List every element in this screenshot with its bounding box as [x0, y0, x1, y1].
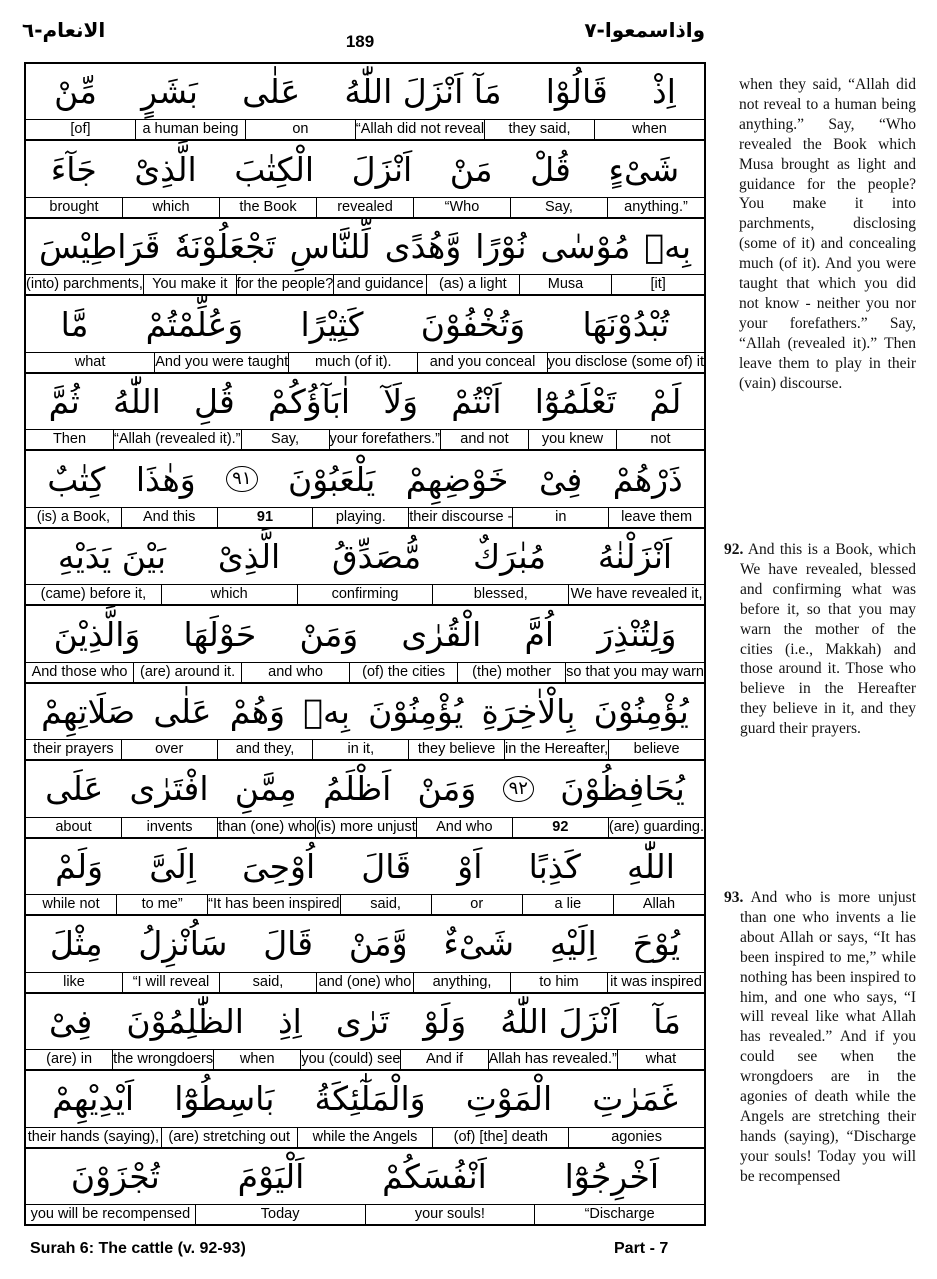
word-gloss: (as) a light: [426, 275, 519, 294]
word-gloss: and they,: [217, 740, 313, 759]
word-gloss: “Who: [413, 198, 510, 217]
verse-number-93: 93.: [724, 889, 744, 906]
arabic-word: وَلِتُنْذِرَ: [597, 614, 677, 654]
arabic-word: اَخْرِجُوْٓا: [564, 1156, 660, 1196]
arabic-word: شَیْءٍ: [608, 149, 680, 189]
word-gloss: not: [616, 430, 704, 449]
arabic-line: [26, 1071, 704, 1126]
word-gloss: when: [213, 1050, 300, 1069]
word-gloss: [of]: [70, 121, 91, 138]
word-gloss: (are) in: [46, 1051, 93, 1068]
arabic-word: یُحَافِظُوْنَ: [560, 769, 685, 809]
word-gloss: while the Angels: [297, 1128, 433, 1147]
verse-row: [26, 916, 704, 993]
arabic-word: وَمَنْ: [299, 614, 359, 654]
arabic-line: [26, 296, 704, 351]
arabic-word: لِّلنَّاسِ: [289, 227, 371, 267]
arabic-word: اَنْزَلَ: [351, 149, 413, 189]
word-gloss: in: [512, 508, 608, 527]
word-gloss: their prayers: [33, 741, 114, 758]
arabic-word: ذَرْهُمْ: [612, 459, 683, 499]
gloss-line: [26, 1127, 704, 1147]
word-gloss: for the people?: [236, 276, 334, 293]
word-gloss: and (one) who: [316, 973, 413, 992]
arabic-word: وَالْمَلٰٓئِكَةُ: [314, 1079, 426, 1119]
verse-number-gloss: 92: [512, 818, 608, 837]
arabic-word: اُوْحِیَ: [242, 846, 316, 886]
arabic-word: كِتٰبٌ: [47, 459, 106, 499]
gloss-line: [26, 1049, 704, 1069]
translation-v91: [724, 75, 916, 394]
arabic-word: كَذِبًا: [528, 846, 581, 886]
arabic-line: [26, 606, 704, 661]
arabic-word: یُؤْمِنُوْنَ: [368, 691, 464, 731]
arabic-word: مَنْ: [449, 149, 493, 189]
word-gloss: (is) a Book,: [36, 508, 111, 525]
word-gloss: Allah has revealed.”: [488, 1051, 617, 1068]
arabic-word: الَّذِیْ: [134, 149, 197, 189]
arabic-word: لَمْ: [649, 382, 682, 422]
arabic-word: اَنْزَلْنٰهُ: [597, 537, 673, 577]
arabic-word: فِیْ: [538, 459, 583, 499]
word-gloss: And if: [400, 1050, 487, 1069]
word-gloss: and you conceal: [417, 353, 546, 372]
arabic-word: الْكِتٰبَ: [234, 149, 315, 189]
word-gloss: over: [121, 740, 217, 759]
arabic-word: اَلْیَوْمَ: [237, 1156, 305, 1196]
word-gloss: you disclose (some of) it: [547, 353, 704, 370]
arabic-word: اَظْلَمُ: [322, 769, 392, 809]
arabic-line: [26, 761, 704, 816]
word-gloss: “It has been inspired: [208, 896, 340, 913]
arabic-line: [26, 1149, 704, 1204]
word-gloss: it was inspired: [607, 973, 704, 992]
arabic-word: تَعْلَمُوْٓا: [534, 382, 617, 422]
arabic-word: قُلِ: [194, 382, 235, 422]
arabic-word: مَآ: [653, 1001, 681, 1041]
arabic-word: كَثِیْرًا: [300, 304, 364, 344]
gloss-line: [26, 894, 704, 914]
arabic-word: اَنْفُسَكُمْ: [382, 1156, 487, 1196]
arabic-word: اِلَیْهِ: [549, 924, 597, 964]
gloss-line: [26, 662, 704, 682]
arabic-word: بِهٖ: [303, 691, 350, 731]
arabic-word: عَلٰى: [153, 691, 212, 731]
word-gloss: and guidance: [333, 275, 426, 294]
gloss-line: [26, 119, 704, 139]
verse-row: [26, 219, 704, 296]
arabic-word: اَوْ: [457, 846, 483, 886]
word-gloss: your souls!: [365, 1205, 535, 1224]
word-gloss: anything,: [413, 973, 510, 992]
arabic-word: اللّٰهِ: [627, 846, 675, 886]
arabic-word: مُبٰرَكٌ: [472, 537, 547, 577]
word-gloss: or: [431, 895, 522, 914]
word-gloss: and not: [440, 430, 528, 449]
verse-row: [26, 994, 704, 1071]
word-gloss: Allah: [613, 895, 704, 914]
word-gloss: much (of it).: [288, 353, 417, 372]
arabic-line: [26, 994, 704, 1049]
word-gloss: you will be recompensed: [30, 1206, 191, 1223]
arabic-line: [26, 916, 704, 971]
verse-row: [26, 529, 704, 606]
word-gloss: Say,: [241, 430, 329, 449]
arabic-word: اُمَّ: [524, 614, 555, 654]
word-gloss: which: [161, 585, 297, 604]
word-gloss: (into) parchments,: [26, 276, 143, 293]
arabic-word: وَالَّذِیْنَ: [53, 614, 141, 654]
word-gloss: (of) [the] death: [432, 1128, 568, 1147]
verse-end-marker: ٩١: [226, 466, 257, 492]
arabic-word: مِّنْ: [54, 72, 97, 112]
word-gloss: a lie: [522, 895, 613, 914]
arabic-word: وَّمَنْ: [348, 924, 408, 964]
arabic-word: الْمَوْتِ: [465, 1079, 553, 1119]
arabic-word: سَاُنْزِلُ: [138, 924, 228, 964]
arabic-word: تُجْزَوْنَ: [70, 1156, 160, 1196]
verse-row: [26, 64, 704, 141]
word-gloss: you (could) see: [301, 1051, 401, 1068]
arabic-word: الَّذِیْ: [217, 537, 281, 577]
verse-number-gloss: 91: [217, 508, 313, 527]
word-gloss: blessed,: [432, 585, 568, 604]
word-gloss: to me”: [116, 895, 207, 914]
arabic-word: اِذِ: [277, 1001, 302, 1041]
arabic-line: [26, 219, 704, 274]
arabic-word: نُوْرًا: [475, 227, 527, 267]
word-gloss: (came) before it,: [40, 586, 147, 603]
arabic-word: یَلْعَبُوْنَ: [288, 459, 376, 499]
word-gloss: “Discharge: [534, 1205, 704, 1224]
arabic-word: وَلَوْ: [423, 1001, 467, 1041]
word-gloss: “Allah (revealed it).”: [114, 431, 241, 448]
verse-row: [26, 296, 704, 373]
word-gloss: And you were taught: [155, 353, 289, 370]
arabic-word: قَالُوْا: [545, 72, 608, 112]
word-gloss: anything.”: [607, 198, 704, 217]
word-gloss: which: [122, 198, 219, 217]
word-gloss: (is) more unjust: [315, 818, 416, 835]
arabic-word: وَتُخْفُوْنَ: [420, 304, 526, 344]
arabic-word: مُوْسٰى: [540, 227, 631, 267]
arabic-word: الظّٰلِمُوْنَ: [126, 1001, 244, 1041]
arabic-word: صَلَاتِهِمْ: [41, 691, 136, 731]
word-gloss: their hands (saying),: [27, 1128, 160, 1145]
word-gloss: you knew: [528, 430, 616, 449]
arabic-word: اِلَیَّ: [149, 846, 196, 886]
arabic-word: یُوْحَ: [632, 924, 681, 964]
word-gloss: You make it: [143, 275, 236, 294]
arabic-word: خَوْضِهِمْ: [405, 459, 509, 499]
arabic-word: شَیْءٌ: [443, 924, 515, 964]
verse-row: [26, 1149, 704, 1224]
word-gloss: confirming: [297, 585, 433, 604]
translation-v92: [724, 540, 916, 739]
word-gloss: their discourse -: [409, 508, 513, 525]
arabic-word: بِهٖ: [644, 227, 692, 267]
arabic-word: فِیْ: [49, 1001, 93, 1041]
arabic-word: بِالْاٰخِرَةِ: [481, 691, 576, 731]
gloss-line: [26, 507, 704, 527]
word-gloss: We have revealed it,: [568, 585, 704, 604]
word-gloss: than (one) who: [218, 818, 315, 835]
word-gloss: on: [245, 120, 355, 139]
word-gloss: they believe: [408, 740, 504, 759]
gloss-line: [26, 429, 704, 449]
arabic-word: قَرَاطِیْسَ: [38, 227, 161, 267]
arabic-word: حَوْلَهَا: [183, 614, 257, 654]
verse-row: [26, 684, 704, 761]
arabic-line: [26, 529, 704, 584]
word-gloss: the wrongdoers: [113, 1051, 214, 1068]
arabic-word: اٰبَآؤُكُمْ: [268, 382, 351, 422]
arabic-line: [26, 839, 704, 894]
verse-row: [26, 839, 704, 916]
word-gloss: Then: [52, 431, 87, 448]
footer-surah: Surah 6: The cattle (v. 92-93): [30, 1240, 246, 1257]
word-gloss: (are) around it.: [133, 663, 241, 682]
arabic-word: قَالَ: [361, 846, 412, 886]
word-gloss: in it,: [312, 740, 408, 759]
word-gloss: a human being: [135, 120, 245, 139]
arabic-word: تَجْعَلُوْنَهٗ: [174, 227, 276, 267]
word-gloss: your forefathers.”: [329, 431, 440, 448]
translation-v93: [724, 888, 916, 1187]
word-gloss: what: [74, 353, 106, 370]
word-gloss: And those who: [31, 663, 128, 680]
arabic-word: وَهٰذَا: [135, 459, 196, 499]
arabic-word: مَآ اَنْزَلَ اللّٰهُ: [344, 72, 502, 112]
word-gloss: like: [63, 973, 85, 990]
arabic-word: بَشَرٍ: [141, 72, 198, 112]
word-gloss: when: [594, 120, 704, 139]
gloss-line: [26, 352, 704, 372]
word-gloss: And this: [121, 508, 217, 527]
arabic-word: اللّٰهُ: [112, 382, 161, 422]
word-gloss: so that you may warn: [566, 663, 704, 680]
arabic-word: ثُمَّ: [48, 382, 80, 422]
arabic-line: [26, 141, 704, 196]
arabic-word: عَلَى: [45, 769, 104, 809]
word-gloss: revealed: [316, 198, 413, 217]
arabic-word: مِمَّنِ: [234, 769, 297, 809]
arabic-word: افْتَرٰى: [129, 769, 209, 809]
verse-end-marker: ٩٢: [503, 776, 534, 802]
word-gloss: And who: [416, 818, 512, 837]
arabic-line: [26, 684, 704, 739]
arabic-word: یُؤْمِنُوْنَ: [593, 691, 689, 731]
arabic-word: مُّصَدِّقُ: [331, 537, 422, 577]
arabic-word: بَاسِطُوْٓا: [174, 1079, 275, 1119]
word-gloss: Today: [195, 1205, 365, 1224]
verse-row: [26, 141, 704, 218]
word-gloss: while not: [42, 896, 100, 913]
word-gloss: and who: [241, 663, 349, 682]
word-gloss: (are) guarding.: [608, 818, 704, 835]
word-gloss: agonies: [568, 1128, 704, 1147]
arabic-word: اَنْتُمْ: [451, 382, 502, 422]
arabic-word: جَآءَ: [50, 149, 97, 189]
arabic-word: بَیْنَ یَدَیْهِ: [57, 537, 167, 577]
footer-part: Part - 7: [614, 1240, 669, 1257]
arabic-word: الْقُرٰى: [401, 614, 482, 654]
word-gloss: invents: [121, 818, 217, 837]
word-gloss: playing.: [312, 508, 408, 527]
verse-row: [26, 451, 704, 528]
arabic-word: قُلْ: [530, 149, 571, 189]
word-gloss: said,: [219, 973, 316, 992]
page-number: 189: [345, 32, 375, 51]
arabic-word: وَلَآ: [383, 382, 419, 422]
arabic-word: تُبْدُوْنَهَا: [582, 304, 670, 344]
word-gloss: Musa: [519, 275, 612, 294]
arabic-word: غَمَرٰتِ: [592, 1079, 678, 1119]
gloss-line: [26, 197, 704, 217]
word-gloss: brought: [49, 198, 99, 215]
juz-name-arabic: واذاسمعوا-٧: [584, 18, 705, 42]
arabic-word: وَمَنْ: [417, 769, 477, 809]
gloss-line: [26, 817, 704, 837]
arabic-word: قَالَ: [263, 924, 314, 964]
word-gloss: Say,: [510, 198, 607, 217]
verse-row: [26, 761, 704, 838]
word-gloss: “Allah did not reveal: [355, 121, 485, 138]
arabic-line: [26, 64, 704, 119]
word-gloss: about: [55, 818, 92, 835]
word-gloss: to him: [510, 973, 607, 992]
word-gloss: believe: [608, 740, 704, 759]
verse-number-92: 92.: [724, 541, 744, 558]
gloss-line: [26, 584, 704, 604]
arabic-word: وَّهُدًى: [384, 227, 462, 267]
surah-name-arabic: الانعام-٦: [22, 18, 106, 42]
gloss-line: [26, 739, 704, 759]
translation-v91-text: when they said, “Allah did not reveal to a human being anything.” Say, “Who revealed the Book which Musa brought as light and guidance for the people? You make it into parchments, disclosing (some of it) and concealing much (of it). And you were taught that which you did not know - neither you nor your forefathers.” Say, “Allah (revealed it).” Then leave them to play in their (vain) discourse.: [739, 76, 916, 392]
gloss-line: [26, 1204, 704, 1224]
arabic-line: [26, 374, 704, 429]
verse-row: [26, 1071, 704, 1148]
word-gloss: in the Hereafter,: [505, 741, 609, 758]
word-gloss: “I will reveal: [122, 973, 219, 992]
arabic-word: تَرٰى: [335, 1001, 390, 1041]
word-gloss: (of) the cities: [349, 663, 457, 682]
arabic-word: مِثْلَ: [49, 924, 103, 964]
gloss-line: [26, 972, 704, 992]
word-gloss: (the) mother: [457, 663, 565, 682]
arabic-word: وَعُلِّمْتُمْ: [145, 304, 244, 344]
arabic-word: مَّا: [60, 304, 89, 344]
gloss-line: [26, 274, 704, 294]
word-gloss: (are) stretching out: [161, 1128, 297, 1147]
translation-v93-text: And who is more unjust than one who invents a lie about Allah or says, “It has been inspired to me,” while nothing has been inspired to him, and one who says, “I will reveal like what Allah has revealed.” And if you could see when the wrongdoers are in the agonies of death while the Angels are stretching their hands (saying), “Discharge your souls! Today you will be recompensed: [740, 889, 916, 1185]
word-by-word-grid: [24, 62, 706, 1226]
arabic-word: وَلَمْ: [55, 846, 104, 886]
word-gloss: leave them: [608, 508, 704, 527]
arabic-word: اَنْزَلَ اللّٰهُ: [500, 1001, 620, 1041]
word-gloss: the Book: [219, 198, 316, 217]
arabic-word: وَهُمْ: [229, 691, 286, 731]
word-gloss: what: [617, 1050, 704, 1069]
arabic-word: عَلٰى: [242, 72, 301, 112]
arabic-word: اَیْدِیْهِمْ: [52, 1079, 135, 1119]
word-gloss: [it]: [611, 275, 704, 294]
arabic-line: [26, 451, 704, 506]
verse-row: [26, 606, 704, 683]
verse-row: [26, 374, 704, 451]
word-gloss: said,: [340, 895, 431, 914]
word-gloss: they said,: [484, 120, 594, 139]
translation-v92-text: And this is a Book, which We have revealed, blessed and confirming what was before it, so that you may warn the mother of the cities (i.e., Makkah) and those around it. Those who believe in the Hereafter they believe in it, and they guard their prayers.: [740, 541, 916, 738]
arabic-word: اِذْ: [652, 72, 676, 112]
